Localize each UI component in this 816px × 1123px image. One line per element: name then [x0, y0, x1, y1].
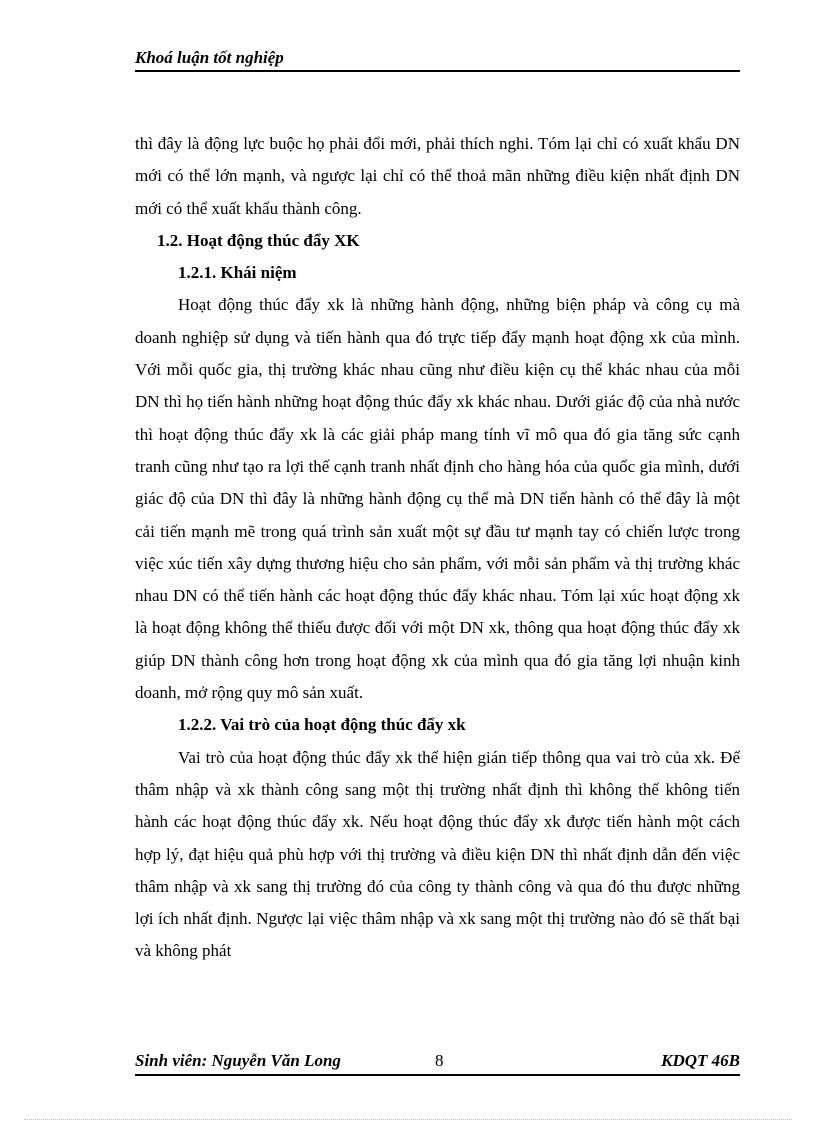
header-rule	[135, 70, 740, 72]
section-heading-1-2: 1.2. Hoạt động thúc đẩy XK	[157, 230, 360, 250]
section-heading-1-2-1: 1.2.1. Khái niệm	[178, 263, 297, 283]
paragraph-role: Vai trò của hoạt động thúc đẩy xk thể hiện gián tiếp thông qua vai trò của xk. Để thâm nhập và xk thành công sang một thị trường nhất định thì không thể không tiến hành các hoạt động thúc đẩy xk. Nếu hoạt động thúc đẩy xk được tiến hành một cách hợp lý, đạt hiệu quả phù hợp với thị trường và điều kiện DN thì nhất định dẫn đến việc thâm nhập và xk sang thị trường đó của công ty thành công và qua đó thu được những lợi ích nhất định. Ngược lại việc thâm nhập và xk sang một thị trường nào đó sẽ thất bại và không phát	[135, 747, 740, 961]
paragraph-continuation: thì đây là động lực buộc họ phải đổi mới, phải thích nghi. Tóm lại chỉ có xuất khẩu DN mới có thể lớn mạnh, và ngược lại chỉ có thể thoả mãn những điều kiện nhất định DN mới có thể xuất khẩu thành công.	[135, 134, 740, 218]
footer-rule	[135, 1074, 740, 1076]
footer-class-code: KDQT 46B	[661, 1051, 740, 1070]
page-edge-divider	[24, 1119, 792, 1120]
document-body	[135, 128, 740, 968]
page-footer	[135, 1051, 740, 1076]
section-heading-1-2-2: 1.2.2. Vai trò của hoạt động thúc đẩy xk	[178, 715, 466, 735]
page-header	[135, 47, 740, 72]
footer-student: Sinh viên: Nguyễn Văn Long	[135, 1051, 341, 1070]
paragraph-definition: Hoạt động thúc đẩy xk là những hành động, những biện pháp và công cụ mà doanh nghiệp sử dụng và tiến hành qua đó trực tiếp đẩy mạnh hoạt động xk của mình. Với mỗi quốc gia, thị trường khác nhau cũng như điều kiện cụ thể khác nhau của mỗi DN thì họ tiến hành những hoạt động thúc đẩy xk khác nhau. Dưới giác độ của nhà nước thì hoạt động thúc đẩy xk là các giải pháp mang tính vĩ mô qua đó gia tăng sức cạnh tranh cũng như tạo ra lợi thế cạnh tranh nhất định cho hàng hóa của quốc gia mình, dưới giác độ của DN thì đây là những hành động cụ thể mà DN tiến hành có thể đây là một cải tiến mạnh mẽ trong quá trình sản xuất một sự đầu tư mạnh tay có chiến lược trong việc xúc tiến xây dựng thương hiệu cho sản phẩm, với mỗi sản phẩm và thị trường khác nhau DN có thể tiến hành các hoạt động thúc đẩy khác nhau. Tóm lại xúc hoạt động xk là hoạt động không thể thiếu được đối với một DN xk, thông qua hoạt động thúc đẩy xk giúp DN thành công hơn trong hoạt động xk của mình qua đó gia tăng lợi nhuận kinh doanh, mở rộng quy mô sản xuất.	[135, 295, 740, 703]
page-number: 8	[435, 1051, 444, 1070]
header-title: Khoá luận tốt nghiệp	[135, 48, 284, 67]
